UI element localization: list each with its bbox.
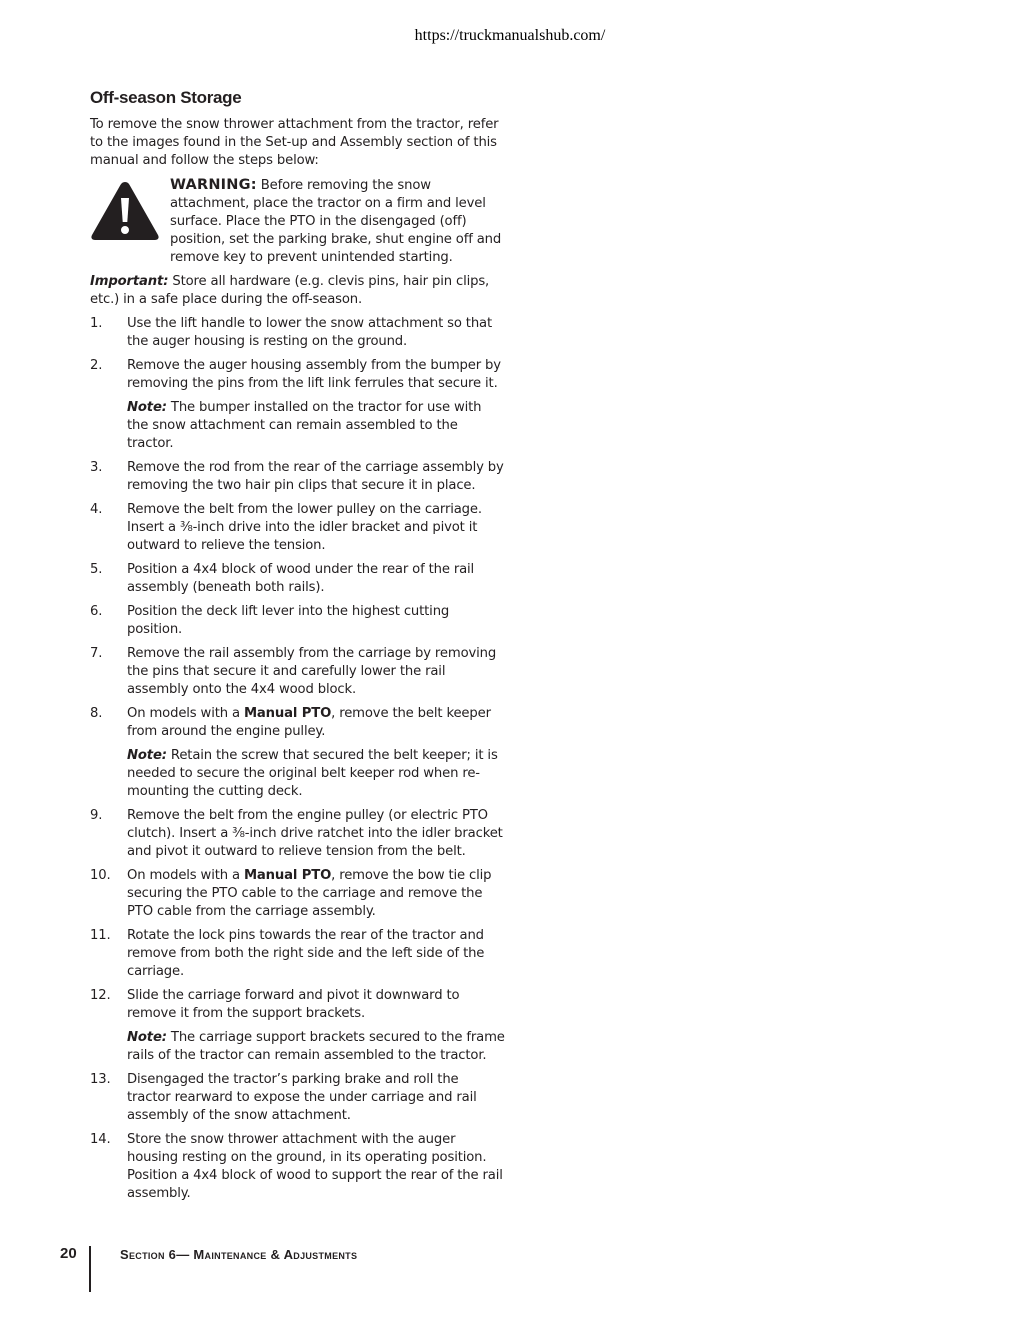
step-text: Remove the rail assembly from the carriage by removing the pins that secure it and carefully lower the rail assembly onto the 4x4 wood block. [127, 646, 497, 697]
step-number: 5. [90, 562, 103, 577]
step-number: 4. [90, 502, 103, 517]
intro-paragraph: To remove the snow thrower attachment from the tractor, refer to the images found in the Set-up and Assembly section of this manual and follow the steps below: [90, 117, 499, 168]
warning-text [170, 176, 505, 267]
warning-triangle-icon [90, 180, 160, 242]
step-text: Disengaged the tractor’s parking brake and roll the tractor rearward to expose the under carriage and rail assembly of the snow attachment. [127, 1072, 477, 1123]
step-number: 2. [90, 358, 103, 373]
step-number: 1. [90, 316, 103, 331]
step-2 [90, 357, 505, 393]
important-body: Store all hardware (e.g. clevis pins, hair pin clips, etc.) in a safe place during the off-season. [90, 274, 490, 307]
note-label: Note: [127, 400, 167, 415]
warning-label: WARNING: [170, 177, 257, 193]
step-text: Use the lift handle to lower the snow attachment so that the auger housing is resting on the ground. [127, 316, 492, 349]
step-text: Remove the belt from the lower pulley on the carriage. Insert a ⅜-inch drive into the idler bracket and pivot it outward to relieve the tension. [127, 502, 482, 553]
source-url: https://truckmanualshub.com/ [414, 27, 606, 44]
warning-block [90, 176, 505, 267]
important-paragraph [90, 273, 505, 309]
note-text: The carriage support brackets secured to the frame rails of the tractor can remain assembled to the tractor. [127, 1030, 505, 1063]
step-6 [90, 603, 505, 639]
note-label: Note: [127, 748, 167, 763]
step-text: Rotate the lock pins towards the rear of the tractor and remove from both the right side and the left side of the carriage. [127, 928, 485, 979]
step-number: 8. [90, 706, 103, 721]
step-text: On models with a [127, 868, 244, 883]
note-step-2 [90, 399, 505, 453]
step-9 [90, 807, 505, 861]
step-7 [90, 645, 505, 699]
step-text: Remove the belt from the engine pulley (or electric PTO clutch). Insert a ⅜-inch drive ratchet into the idler bracket and pivot it outward to relieve tension from the belt. [127, 808, 503, 859]
important-label: Important: [90, 274, 169, 289]
step-11 [90, 927, 505, 981]
step-3 [90, 459, 505, 495]
step-number: 9. [90, 808, 103, 823]
page-footer [0, 1240, 1020, 1300]
step-number: 3. [90, 460, 103, 475]
step-text: On models with a [127, 706, 244, 721]
step-text: Remove the auger housing assembly from the bumper by removing the pins from the lift link ferrules that secure it. [127, 358, 501, 391]
note-label: Note: [127, 1030, 167, 1045]
note-step-12 [90, 1029, 505, 1065]
step-4 [90, 501, 505, 555]
note-text: Retain the screw that secured the belt keeper; it is needed to secure the original belt keeper rod when re-mounting the cutting deck. [127, 748, 498, 799]
section-heading: Section 6— Maintenance & Adjustments [120, 1247, 358, 1262]
step-text: , remove the belt keeper from around the engine pulley. [127, 706, 491, 739]
step-8 [90, 705, 505, 741]
page-content [90, 88, 505, 1209]
note-text: The bumper installed on the tractor for use with the snow attachment can remain assembled to the tractor. [127, 400, 482, 451]
step-text: , remove the bow tie clip securing the PTO cable to the carriage and remove the PTO cable from the carriage assembly. [127, 868, 492, 919]
step-bold-text: Manual PTO [243, 868, 332, 883]
step-text: Remove the rod from the rear of the carriage assembly by removing the two hair pin clips that secure it in place. [127, 460, 504, 493]
section-title: Off-season Storage [90, 88, 242, 107]
step-14 [90, 1131, 505, 1203]
step-text: Position the deck lift lever into the highest cutting position. [127, 604, 450, 637]
warning-body: Before removing the snow attachment, place the tractor on a firm and level surface. Place the PTO in the disengaged (off) position, set the parking brake, shut engine off and remove key to prevent unintended starting. [170, 178, 502, 265]
step-number: 7. [90, 646, 103, 661]
step-text: Position a 4x4 block of wood under the rear of the rail assembly (beneath both rails). [127, 562, 475, 595]
step-10 [90, 867, 505, 921]
step-13 [90, 1071, 505, 1125]
step-number: 12. [90, 988, 111, 1003]
step-number: 14. [90, 1132, 111, 1147]
page-number: 20 [60, 1245, 77, 1262]
step-number: 11. [90, 928, 111, 943]
footer-divider [89, 1246, 91, 1292]
step-12 [90, 987, 505, 1023]
step-text: Store the snow thrower attachment with the auger housing resting on the ground, in its operating position. Position a 4x4 block of wood to support the rear of the rail assembly. [127, 1132, 503, 1201]
step-1 [90, 315, 505, 351]
step-number: 6. [90, 604, 103, 619]
note-step-8 [90, 747, 505, 801]
steps-list [90, 315, 505, 1203]
step-text: Slide the carriage forward and pivot it downward to remove it from the support brackets. [127, 988, 460, 1021]
step-number: 13. [90, 1072, 111, 1087]
step-bold-text: Manual PTO [243, 706, 332, 721]
step-5 [90, 561, 505, 597]
step-number: 10. [90, 868, 111, 883]
